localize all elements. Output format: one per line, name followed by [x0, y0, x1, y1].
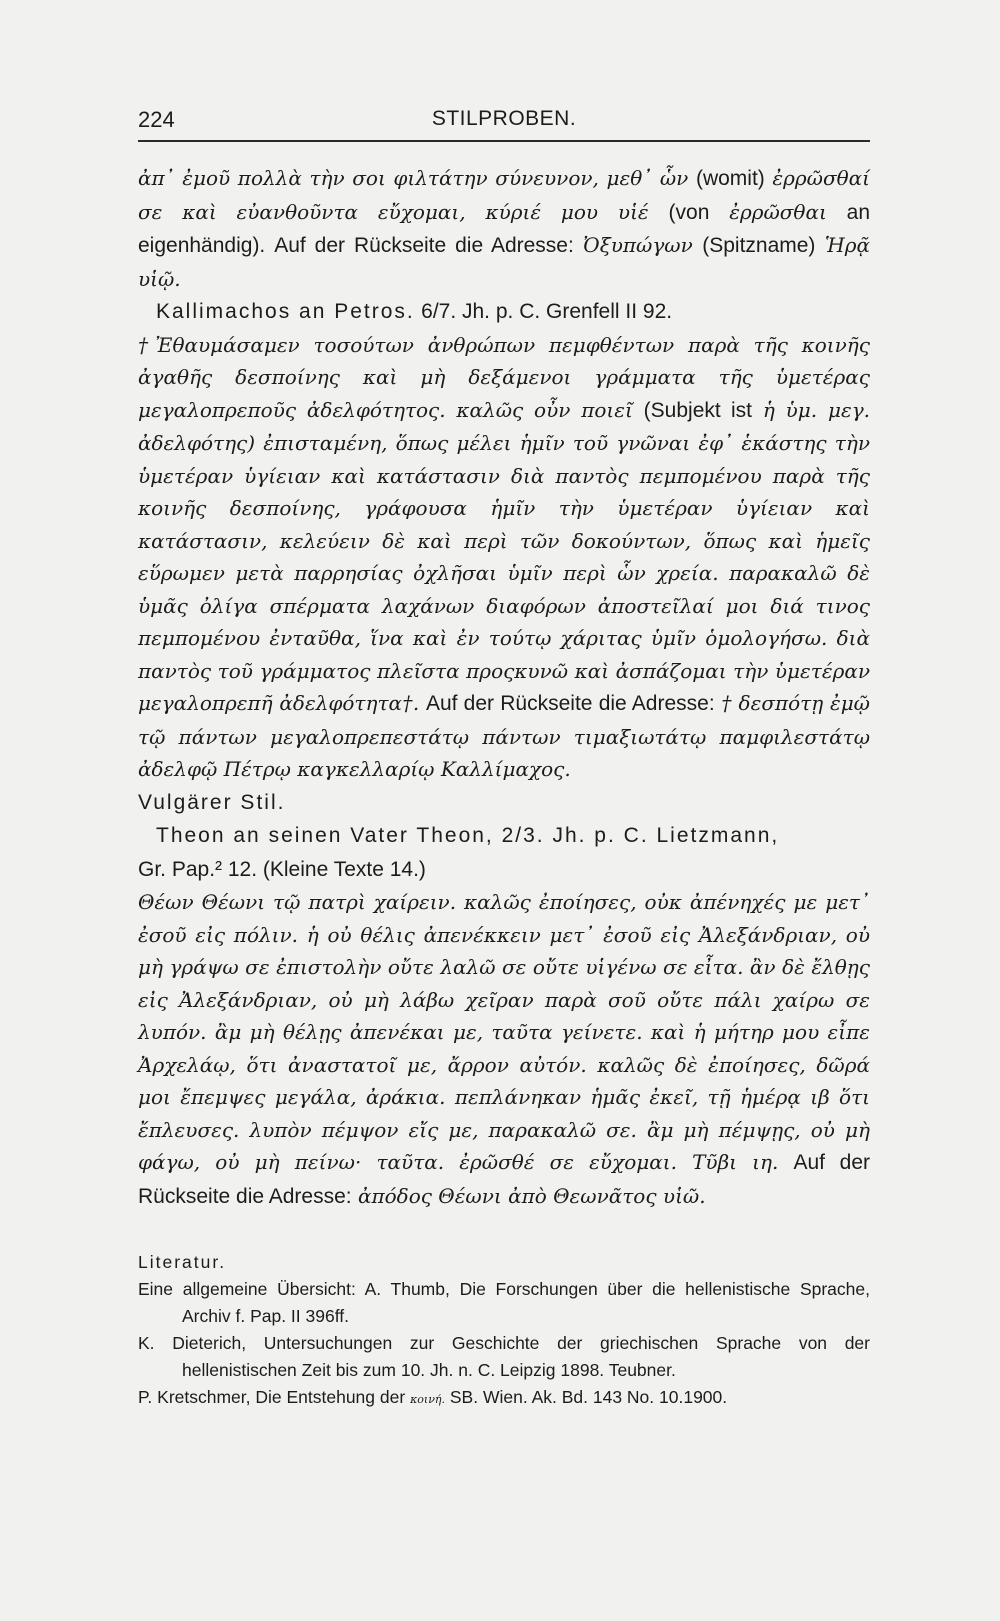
literature-entry: [138, 1276, 870, 1330]
greek-text: ἡ ὑμ. μεγ. ἀδελφότης): [138, 397, 871, 455]
running-title: STILPROBEN.: [431, 107, 577, 130]
literature-text: Eine allgemeine Übersicht: A. Thumb, Die Forschungen über die hellenistische Sprache, Archiv f. Pap. II 396ff.: [138, 1279, 870, 1326]
style-heading: [138, 786, 870, 820]
section-title: [138, 819, 870, 853]
german-text: Auf der Rückseite die Adresse:: [138, 1151, 871, 1208]
greek-text: Θέων Θέωνι τῷ πατρὶ χαίρειν. καλῶς ἐποίησες, οὐκ ἀπένηχές με μετ᾽ ἐσοῦ εἰς πόλιν. ἡ οὐ θέλις ἀπενέκκειν μετ᾽ ἐσοῦ εἰς Ἀλεξάνδριαν, οὐ μὴ γράψω σε ἐπιστολὴν οὔτε λαλῶ σε οὔτε υἱγένω σε εἶτα. ἂν δὲ ἔλθῃς εἰς Ἀλεξάνδριαν, οὐ μὴ λάβω χεῖραν παρὰ σοῦ οὔτε πάλι χαίρω σε λυπόν. ἂμ μὴ θέλῃς ἀπενέκαι με, ταῦτα γείνετε. καὶ ἡ μήτηρ μου εἶπε Ἀρχελάῳ, ὅτι ἀναστατοῖ με, ἄρρον αὐτόν. καλῶς δὲ ἐποίησες, δῶρά μοι ἔπεμψες μεγάλα, ἀράκια. πεπλάνηκαν ἡμᾶς ἐκεῖ, τῇ ἡμέρᾳ ιβ ὅτι ἔπλευσες. λυπὸν πέμψον εἴς με, παρακαλῶ σε. ἂμ μὴ πέμψῃς, οὐ μὴ φάγω, οὐ μὴ πείνω· ταῦτα. ἐρῶσθέ σε εὔχομαι. Τῦβι ιη.: [138, 890, 870, 1174]
greek-text: ἐρρῶσθαι: [729, 199, 827, 224]
section-heading: Vulgärer Stil.: [138, 790, 286, 814]
page-number: 224: [138, 107, 175, 132]
greek-text: ἀπ᾽ ἐμοῦ πολλὰ τὴν σοι φιλτάτην σύνευνον, μεθ᾽ ὧν: [138, 166, 689, 190]
german-text: (Spitzname): [702, 234, 816, 257]
letter-kallimachos: [138, 329, 870, 786]
greek-text: Ὀξυπώγων: [583, 233, 693, 257]
german-text: (Subjekt ist: [643, 398, 753, 422]
paragraph-intro: [138, 162, 870, 295]
letter-reference: Gr. Pap.² 12. (Kleine Texte 14.): [138, 857, 426, 881]
greek-text: † δεσπότῃ ἐμῷ τῷ πάντων μεγαλοπρεπεστάτῳ πάντων τιμαξιωτάτῳ παμφιλεστάτῳ ἀδελφῷ Πέτρῳ καγκελλαρίῳ Καλλίμαχος.: [138, 691, 870, 781]
section-reference: [138, 853, 870, 887]
greek-text: †Ἐθαυμάσαμεν τοσούτων ἀνθρώπων πεμφθέντων παρὰ τῆς κοινῆς ἀγαθῆς δεσποίνης καὶ μὴ δεξάμενοι γράμματα τῆς ὑμετέρας μεγαλοπρεποῦς ἀδελφότητος. καλῶς οὖν ποιεῖ: [138, 332, 870, 422]
literature-text: P. Kretschmer, Die Entstehung der: [138, 1387, 406, 1407]
greek-text: ἀπόδος Θέωνι ἀπὸ Θεωνᾶτος υἱῶ.: [357, 1183, 706, 1208]
page-header: [138, 107, 870, 141]
german-text: Auf der Rückseite die Adresse:: [425, 692, 715, 715]
letter-heading: Kallimachos an Petros.: [156, 300, 415, 323]
letter-reference: 6/7. Jh. p. C. Grenfell II 92.: [421, 300, 673, 323]
german-text: an eigenhändig). Auf der Rückseite die Adresse:: [138, 200, 871, 257]
literature-text: SB. Wien. Ak. Bd. 143 No. 10.1900.: [449, 1387, 728, 1407]
letter-theon: [138, 886, 870, 1213]
literature-entry: [138, 1330, 870, 1384]
spacer: [138, 1213, 870, 1249]
letter-heading: Theon an seinen Vater Theon, 2/3. Jh. p. C. Lietzmann,: [156, 824, 780, 847]
literature-heading: Literatur.: [138, 1252, 227, 1272]
literature-section: [138, 1249, 870, 1413]
greek-text: Ἡρᾷ υἱῷ.: [138, 233, 870, 291]
greek-text: ἐρρῶσθαί σε καὶ εὐανθοῦντα εὔχομαι, κύριέ μου υἱέ: [138, 166, 870, 224]
greek-text: κοινή.: [410, 1393, 445, 1406]
literature-entry: [138, 1384, 870, 1413]
german-text: (von: [668, 200, 710, 224]
literature-text: K. Dieterich, Untersuchungen zur Geschichte der griechischen Sprache von der hellenistischen Zeit bis zum 10. Jh. n. C. Leipzig 1898. Teubner.: [138, 1333, 870, 1380]
german-text: (womit): [695, 167, 765, 190]
page-body: [138, 162, 870, 1413]
header-rule: [138, 140, 870, 142]
section-title: [138, 295, 870, 329]
greek-text: ἐπισταμένη, ὅπως μέλει ἡμῖν τοῦ γνῶναι ἐφ᾽ ἑκάστης τὴν ὑμετέραν ὑγίειαν καὶ κατάστασιν διὰ παντὸς πεμπομένου παρὰ τῆς κοινῆς δεσποίνης, γράφουσα ἡμῖν τὴν ὑμετέραν ὑγίειαν καὶ κατάστασιν, κελεύειν δὲ καὶ περὶ τῶν δοκούντων, ὅπως καὶ ἡμεῖς εὕρωμεν μετὰ παρρησίας ὀχλῆσαι ὑμῖν περὶ ὧν χρεία. παρακαλῶ δὲ ὑμᾶς ὀλίγα σπέρματα λαχάνων διαφόρων ἀποστεῖλαί μοι διά τινος πεμπομένου ἐνταῦθα, ἵνα καὶ ἐν τούτῳ χάριτας ὑμῖν ὁμολογήσω. διὰ παντὸς τοῦ γράμματος πλεῖστα προςκυνῶ καὶ ἀσπάζομαι τὴν ὑμετέραν μεγαλοπρεπῆ ἀδελφότητα†.: [138, 431, 871, 715]
